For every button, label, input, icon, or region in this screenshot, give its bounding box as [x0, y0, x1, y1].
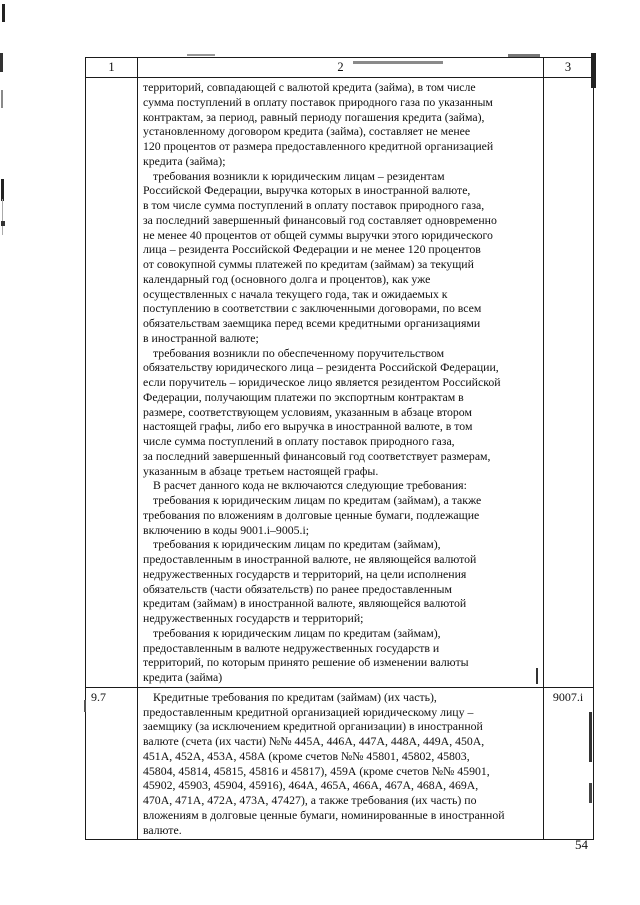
text-line: числе сумма поступлений в оплату поставок природного газа,	[143, 434, 455, 448]
text-line: требования возникли по обеспеченному поручительством	[153, 345, 445, 360]
text-line: Кредитные требования по кредитам (займам) (их часть),	[153, 689, 437, 704]
text-line: не менее 40 процентов от общей суммы выручки этого юридического	[143, 227, 493, 242]
text-line: недружественных государств и территорий;	[143, 611, 364, 625]
text-line: предоставленным в валюте недружественных государств и	[143, 640, 440, 655]
column-header-2: 2	[138, 58, 544, 77]
text-line: обязательству юридического лица – резидента Российской Федерации,	[143, 360, 499, 375]
text-line: Федерации, получающим платежи по экспортным контрактам в	[143, 389, 464, 404]
text-line: в том числе сумма поступлений в оплату поставок природного газа,	[143, 198, 485, 212]
text-line: календарный год (основного долга и процентов), как уже	[143, 271, 431, 286]
text-line: требования возникли к юридическим лицам – резидентам	[153, 168, 445, 183]
scan-artifact	[2, 199, 3, 235]
text-line: кредита (займа)	[143, 670, 223, 684]
text-line: территорий, совпадающей с валютой кредита (займа), в том числе	[143, 80, 476, 94]
text-line: предоставленным кредитной организацией юридическому лицу –	[143, 704, 474, 719]
text-line: осуществленных с начала текущего года, так и ожидаемых к	[143, 286, 448, 301]
row-code-cell: 9007.i	[552, 689, 584, 704]
scan-artifact	[589, 783, 592, 803]
scan-artifact	[1, 90, 3, 108]
table-row	[86, 78, 593, 688]
text-line: кредитам (займам) в иностранной валюте, являющейся валютой	[143, 596, 467, 611]
text-line: 45804, 45814, 45815, 45816 и 45817), 459А (кроме счетов №№ 45901,	[143, 763, 490, 778]
text-line: обязательствам заемщика перед всеми кредитными организациями	[143, 316, 481, 330]
text-line: 120 процентов от размера предоставленного кредитной организацией	[143, 139, 494, 153]
text-line: за последний завершенный финансовый год соответствует размерам,	[143, 448, 491, 463]
text-line: территорий, по которым принято решение об изменении валюты	[143, 655, 469, 670]
page-number: 54	[575, 837, 588, 852]
row-code-cell	[544, 78, 592, 687]
text-line: валюте (счета (их части) №№ 445А, 446А, 447А, 448А, 449А, 450А,	[143, 734, 485, 748]
text-line: поступлению в соответствии с заключенными договорами, по всем	[143, 301, 482, 316]
text-line: 45902, 45903, 45904, 45916), 464А, 465А, 466А, 467А, 468А, 469А,	[143, 778, 479, 793]
table-header-row	[86, 58, 593, 78]
scan-artifact	[353, 61, 443, 64]
text-line: контрактам, за период, равный периоду погашения кредита (займа),	[143, 109, 485, 124]
text-line: обязательств (части обязательств) по ранее предоставленным	[143, 581, 452, 596]
scan-artifact	[1, 179, 4, 201]
text-line: требования по вложениям в долговые ценные бумаги, подлежащие	[143, 507, 480, 522]
text-line: заемщику (за исключением кредитной организации) в иностранной	[143, 719, 483, 734]
text-line: от совокупной суммы платежей по кредитам (займам) за текущий	[143, 257, 474, 271]
text-line: 470А, 471А, 472А, 473А, 47427), а также требования (их часть) по	[143, 793, 477, 807]
text-line: включению в коды 9001.i–9005.i;	[143, 522, 310, 537]
text-line: Российской Федерации, выручка которых в иностранной валюте,	[143, 183, 471, 198]
column-header-1: 1	[86, 58, 138, 77]
text-line: настоящей графы, либо его выручка в иностранной валюте, в том	[143, 419, 473, 434]
scan-artifact	[589, 712, 592, 762]
row-number-cell: 9.7	[86, 688, 138, 840]
text-line: в иностранной валюте;	[143, 330, 259, 345]
scan-artifact	[2, 4, 5, 22]
text-line: требования к юридическим лицам по кредитам (займам),	[153, 625, 441, 640]
text-line: вложениям в долговые ценные бумаги, номинированные в иностранной	[143, 807, 505, 822]
regulation-table	[85, 57, 594, 840]
scan-artifact	[1, 221, 5, 226]
scan-artifact	[536, 668, 538, 684]
text-line: В расчет данного кода не включаются следующие требования:	[153, 478, 467, 493]
row-text-cell	[138, 78, 544, 687]
table-body	[86, 78, 593, 839]
text-line: валюте.	[143, 822, 182, 837]
table-row	[86, 688, 593, 840]
text-line: 451А, 452А, 453А, 458А (кроме счетов №№ 45801, 45802, 45803,	[143, 748, 470, 763]
text-line: указанным в абзаце третьем настоящей графы.	[143, 463, 379, 478]
row-number-cell	[86, 78, 138, 687]
scan-artifact	[84, 700, 86, 712]
text-line: установленному договором кредита (займа), составляет не менее	[143, 124, 471, 139]
text-line: требования к юридическим лицам по кредитам (займам), а также	[153, 493, 482, 507]
scan-artifact	[508, 54, 540, 57]
text-line: предоставленным в иностранной валюте, не являющейся валютой	[143, 552, 477, 566]
scan-artifact	[187, 54, 215, 56]
text-line: кредита (займа);	[143, 153, 226, 168]
text-line: размере, соответствующем условиям, указанным в абзаце втором	[143, 404, 472, 419]
text-line: за последний завершенный финансовый год составляет одновременно	[143, 212, 497, 227]
row-text-cell	[138, 688, 544, 840]
text-line: если поручитель – юридическое лицо является резидентом Российской	[143, 375, 501, 389]
text-line: недружественных государств и территорий, на цели исполнения	[143, 566, 467, 581]
text-line: требования к юридическим лицам по кредитам (займам),	[153, 537, 441, 552]
column-header-3: 3	[564, 60, 572, 74]
scan-artifact	[591, 53, 596, 88]
scan-artifact	[0, 53, 3, 72]
text-line: лица – резидента Российской Федерации и не менее 120 процентов	[143, 242, 481, 257]
text-line: сумма поступлений в оплату поставок природного газа по указанным	[143, 94, 493, 109]
